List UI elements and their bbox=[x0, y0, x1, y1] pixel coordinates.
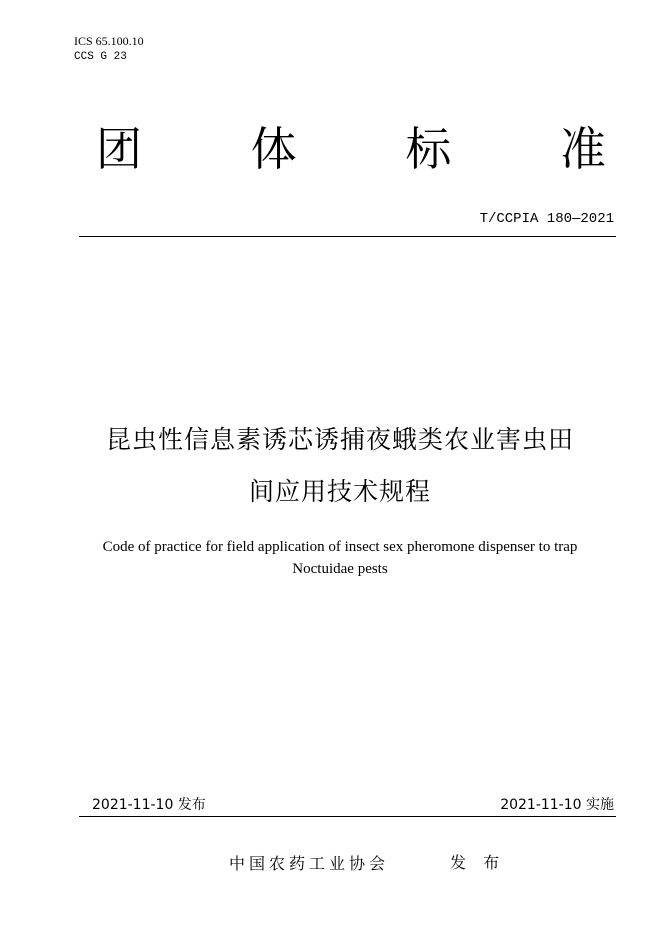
english-title-line: Code of practice for field application of insect sex pheromone dispenser to trap bbox=[102, 539, 578, 555]
english-title-line: Noctuidae pests bbox=[292, 561, 388, 577]
ccs-code: CCS G 23 bbox=[74, 51, 127, 63]
issue-date: 2021-11-10 发布 bbox=[92, 797, 206, 813]
implementation-date: 2021-11-10 实施 bbox=[500, 797, 614, 813]
standard-type-char: 准 bbox=[559, 122, 606, 176]
bottom-divider bbox=[79, 816, 616, 817]
publish-label: 发 布 bbox=[450, 853, 506, 872]
standard-type-char: 体 bbox=[250, 122, 297, 176]
standard-number: T/CCPIA 180—2021 bbox=[479, 211, 614, 227]
standard-type-char: 团 bbox=[96, 122, 142, 176]
english-title bbox=[60, 536, 620, 580]
chinese-title-line: 间应用技术规程 bbox=[248, 477, 431, 506]
top-divider bbox=[79, 236, 616, 237]
chinese-title bbox=[70, 414, 610, 518]
chinese-title-line: 昆虫性信息素诱芯诱捕夜蛾类农业害虫田 bbox=[105, 425, 574, 454]
publisher-name: 中国农药工业协会 bbox=[229, 854, 390, 873]
standard-type-char: 标 bbox=[405, 122, 452, 176]
standard-type-heading bbox=[96, 120, 606, 178]
ics-code: ICS 65.100.10 bbox=[74, 34, 144, 48]
